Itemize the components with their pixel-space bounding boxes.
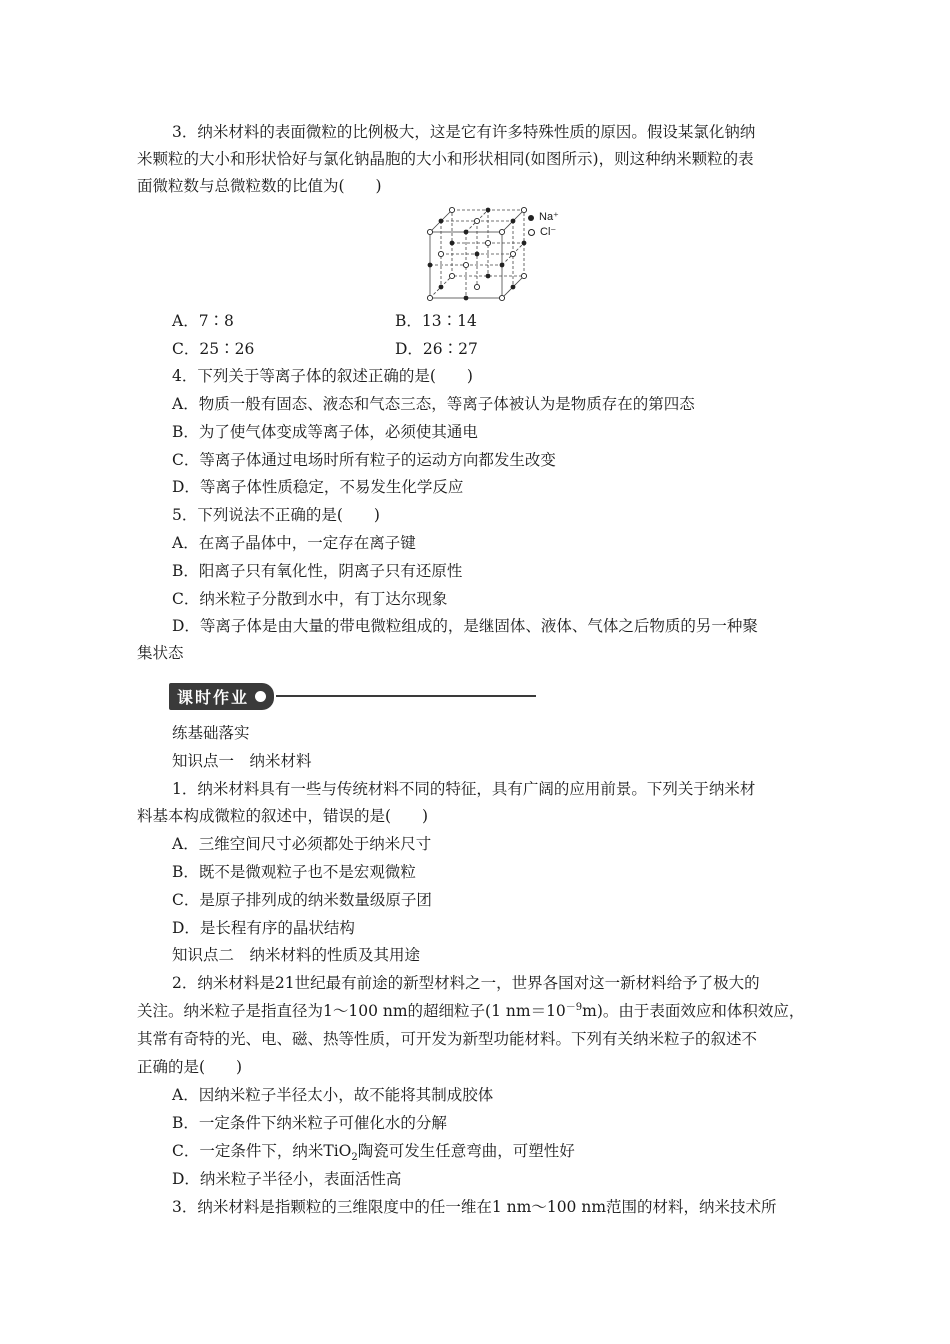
q4-option-c: C．等离子体通过电场时所有粒子的运动方向都发生改变 <box>172 451 556 469</box>
q5-option-d-line2: 集状态 <box>137 644 184 662</box>
q5-option-c: C．纳米粒子分散到水中，有丁达尔现象 <box>172 590 448 608</box>
q4-option-a: A．物质一般有固态、液态和气态三态，等离子体被认为是物质存在的第四态 <box>172 395 695 413</box>
h2-option-d: D．纳米粒子半径小，表面活性高 <box>172 1170 402 1188</box>
section-banner <box>169 682 536 710</box>
q5-option-a: A．在离子晶体中，一定存在离子键 <box>172 534 416 552</box>
q3-prev-option-d: D．26∶27 <box>395 340 478 358</box>
banner-dot-icon <box>255 691 266 702</box>
q3-prev-line3: 面微粒数与总微粒数的比值为( ) <box>137 177 382 195</box>
h2-option-b: B．一定条件下纳米粒子可催化水的分解 <box>172 1114 447 1132</box>
knowledge-point-2: 知识点二 纳米材料的性质及其用途 <box>172 946 421 964</box>
q5-stem: 5．下列说法不正确的是( ) <box>172 506 380 524</box>
h2-line2: 关注。纳米粒子是指直径为1～100 nm的超细粒子(1 $nm=10^{-9}m$)。由于表面效应和体积效应， <box>137 1001 805 1020</box>
h1-line2: 料基本构成微粒的叙述中，错误的是( ) <box>137 807 429 825</box>
h3-line1: 3．纳米材料是指颗粒的三维限度中的任一维在1 nm～100 nm范围的材料，纳米技术所 <box>172 1198 777 1216</box>
q3-prev-option-a: A．7∶8 <box>172 312 234 330</box>
q3-prev-option-b: B．13∶14 <box>395 312 477 330</box>
h2-line3: 其常有奇特的光、电、磁、热等性质，可开发为新型功能材料。下列有关纳米粒子的叙述不 <box>137 1030 758 1048</box>
q3-prev-line2: 米颗粒的大小和形状恰好与氯化钠晶胞的大小和形状相同(如图所示)，则这种纳米颗粒的表 <box>137 150 754 168</box>
h1-option-d: D．是长程有序的晶状结构 <box>172 919 355 937</box>
hollow-dot-icon <box>528 229 535 236</box>
q4-stem: 4．下列关于等离子体的叙述正确的是( ) <box>172 367 473 385</box>
q3-prev-option-c: C．25∶26 <box>172 340 255 358</box>
h2-line1: 2．纳米材料是21世纪最有前途的新型材料之一，世界各国对这一新材料给予了极大的 <box>172 974 760 992</box>
h1-option-c: C．是原子排列成的纳米数量级原子团 <box>172 891 432 909</box>
h1-option-b: B．既不是微观粒子也不是宏观微粒 <box>172 863 416 881</box>
banner-title: 课时作业 <box>177 687 250 707</box>
q5-option-d-line1: D．等离子体是由大量的带电微粒组成的，是继固体、液体、气体之后物质的另一种聚 <box>172 617 758 635</box>
knowledge-point-1: 知识点一 纳米材料 <box>172 752 312 770</box>
h2-line4: 正确的是( ) <box>137 1058 243 1076</box>
nacl-unit-cell-figure <box>418 204 538 304</box>
h2-option-a: A．因纳米粒子半径太小，故不能将其制成胶体 <box>172 1086 494 1104</box>
filled-dot-icon <box>528 215 534 221</box>
q5-option-b: B．阳离子只有氧化性，阴离子只有还原性 <box>172 562 463 580</box>
banner-label-box <box>169 683 274 710</box>
q4-option-d: D．等离子体性质稳定，不易发生化学反应 <box>172 478 464 496</box>
h1-line1: 1．纳米材料具有一些与传统材料不同的特征，具有广阔的应用前景。下列关于纳米材 <box>172 780 756 798</box>
legend-cl: Cl⁻ <box>528 225 559 240</box>
figure-legend <box>528 210 559 240</box>
banner-rule <box>276 695 536 697</box>
q3-prev-line1: 3．纳米材料的表面微粒的比例极大，这是它有许多特殊性质的原因。假设某氯化钠纳 <box>172 123 756 141</box>
legend-na: Na⁺ <box>528 210 559 225</box>
h1-option-a: A．三维空间尺寸必须都处于纳米尺寸 <box>172 835 432 853</box>
h2-option-c: C．一定条件下，纳米TiO$_2$陶瓷可发生任意弯曲，可塑性好 <box>172 1142 575 1164</box>
q4-option-b: B．为了使气体变成等离子体，必须使其通电 <box>172 423 478 441</box>
section-heading: 练基础落实 <box>172 724 250 742</box>
